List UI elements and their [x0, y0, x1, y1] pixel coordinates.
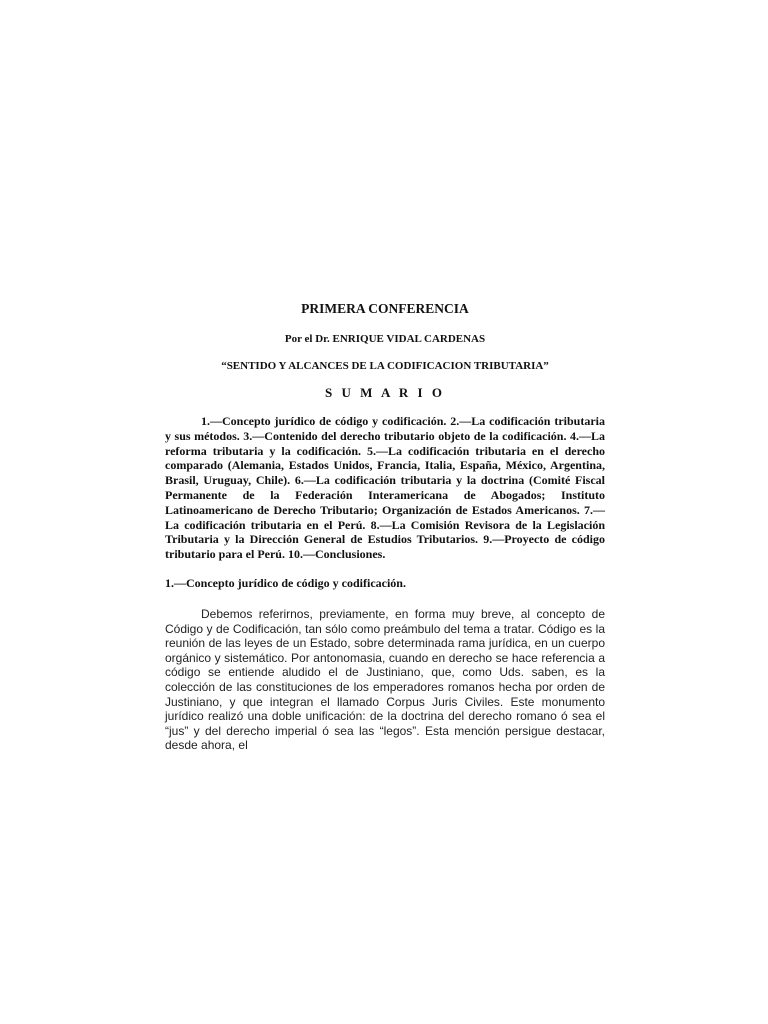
sumario-heading: S U M A R I O [325, 385, 445, 400]
lecture-subtitle: “SENTIDO Y ALCANCES DE LA CODIFICACION TRIBUTARIA” [221, 360, 549, 372]
sumario-body: 1.—Concepto jurídico de código y codificación. 2.—La codificación tributaria y sus métodos. 3.—Contenido del derecho tributario objeto de la codificación. 4.—La reforma tributaria y la codificación. 5.—La codificación tributaria en el derecho comparado (Alemania, Estados Unidos, Francia, Italia, España, México, Argentina, Brasil, Uruguay, Chile). 6.—La codificación tributaria y la doctrina (Comité Fiscal Permanente de la Federación Interamericana de Abogados; Instituto Latinoamericano de Derecho Tributario; Organización de Estados Americanos. 7.—La codificación tributaria en el Perú. 8.—La Comisión Revisora de la Legislación Tributaria y la Dirección General de Estudios Tributarios. 9.—Proyecto de código tributario para el Perú. 10.—Conclusiones. [165, 414, 605, 562]
body-paragraph: Debemos referirnos, previamente, en forma muy breve, al concepto de Código y de Codificación, tan sólo como preámbulo del tema a tratar. Código es la reunión de las leyes de un Estado, sobre determinada rama jurídica, en un cuerpo orgánico y sistemático. Por antonomasia, cuando en derecho se hace referencia a código se entiende aludido el de Justiniano, que, como Uds. saben, es la colección de las constituciones de los emperadores romanos hecha por orden de Justiniano, y que integran el llamado Corpus Juris Civiles. Este monumento jurídico realizó una doble unificación: de la doctrina del derecho romano ó sea el “jus” y del derecho imperial ó sea las “legos”. Esta mención persigue destacar, desde ahora, el [165, 606, 605, 753]
document-page [165, 300, 605, 753]
section-heading: 1.—Concepto jurídico de código y codificación. [165, 575, 406, 590]
author-line: Por el Dr. ENRIQUE VIDAL CARDENAS [284, 333, 486, 345]
conference-title: PRIMERA CONFERENCIA [301, 301, 469, 316]
